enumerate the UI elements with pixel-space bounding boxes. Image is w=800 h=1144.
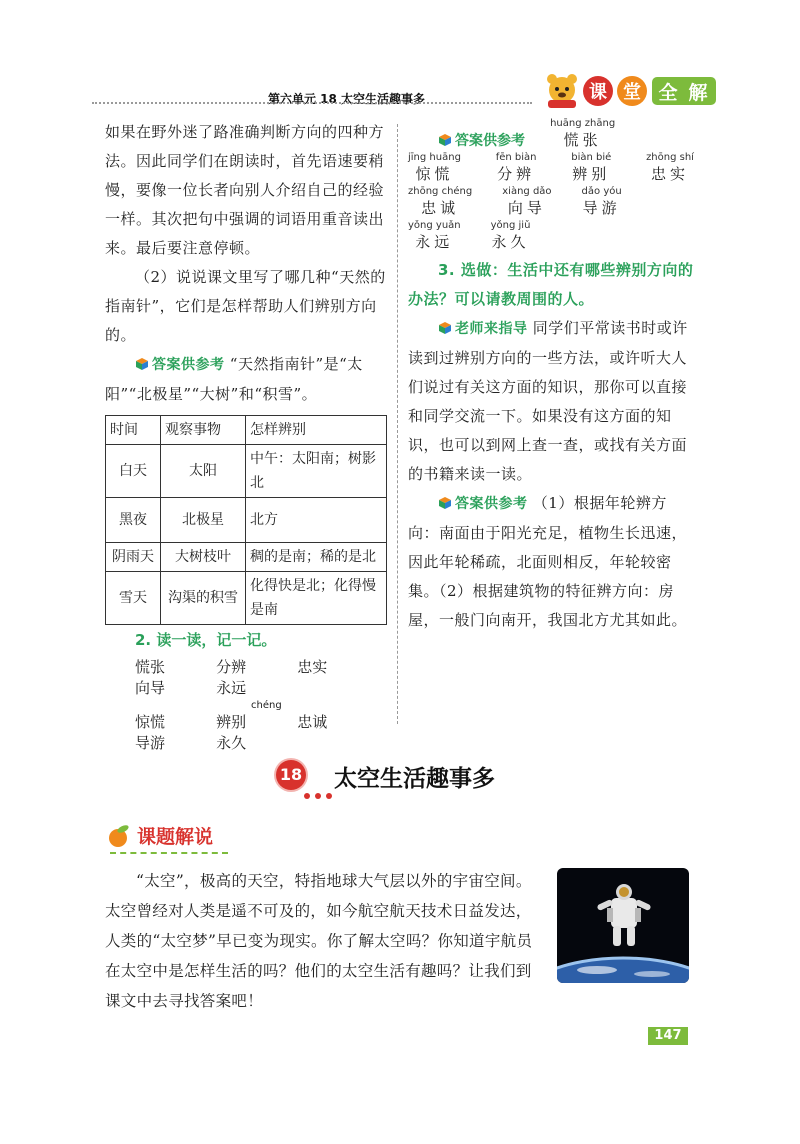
vocab-hanzi: 辨别 <box>572 165 611 183</box>
vocab-pinyin: zhōng shí <box>646 152 694 163</box>
vocab-hanzi: 导游 <box>582 199 621 217</box>
word: 分辨 <box>216 658 247 676</box>
right-column <box>408 118 694 635</box>
lesson-number-badge: 18 <box>276 760 306 790</box>
vocab-pinyin: yǒng jiǔ <box>490 220 531 231</box>
word: 永远 <box>216 679 247 697</box>
brand-char-3: 全 <box>658 82 678 104</box>
answer-label: 答案供参考 <box>455 496 528 512</box>
cube-icon <box>135 357 149 371</box>
pinyin-cheng: chéng <box>251 700 282 711</box>
table-cell: 黑夜 <box>106 498 161 543</box>
vocab-hanzi: 分辨 <box>497 165 536 183</box>
table-cell: 中午：太阳南；树影北 <box>246 445 387 498</box>
vocab-pinyin: jīng huāng <box>408 152 461 163</box>
optional-question <box>408 256 694 314</box>
column-divider <box>397 124 398 724</box>
vocab-hanzi: 永久 <box>491 233 530 251</box>
lesson-title: 太空生活趣事多 <box>334 765 495 792</box>
word: 辨别 <box>216 713 247 731</box>
astronaut-photo <box>557 868 689 983</box>
reading-exercise <box>105 629 390 753</box>
vocab-hanzi: 永远 <box>415 233 454 251</box>
vocab-item <box>408 220 461 252</box>
question-2: （2）说说课文里写了哪几种“天然的指南针”，它们是怎样帮助人们辨别方向的。 <box>105 268 386 344</box>
optional-question-text: 3. 选做：生活中还有哪些辨别方向的办法？可以请教周围的人。 <box>408 261 694 308</box>
brand-char-4: 解 <box>688 82 708 104</box>
vocab-pinyin: xiàng dǎo <box>502 186 552 197</box>
page-number: 147 <box>648 1027 688 1045</box>
vocab-item <box>408 186 472 218</box>
vocab-item <box>502 186 551 218</box>
exercise-heading: 2. 读一读，记一记。 <box>135 631 277 649</box>
section-paragraph: “太空”，极高的天空，特指地球大气层以外的宇宙空间。太空曾经对人类是遥不可及的，如今航空航天技术日益发达，人类的“太空梦”早已变为现实。你了解太空吗？你知道宇航员在太空中是怎样生活的吗？他们的太空生活有趣吗？让我们到课文中去寻找答案吧！ <box>105 872 533 1010</box>
running-header: 第六单元 18 太空生活趣事多 <box>268 92 426 106</box>
vocab-pinyin: huāng zhāng <box>550 118 616 129</box>
table-cell: 化得快是北；化得慢是南 <box>246 572 387 625</box>
table-header-row <box>106 416 387 445</box>
vocab-item <box>491 220 531 252</box>
vocab-hanzi: 向导 <box>507 199 546 217</box>
cube-icon <box>438 496 452 510</box>
paragraph-intro: 如果在野外迷了路准确判断方向的四种方法。因此同学们在朗读时，首先语速要稍慢，要像一位长者向别人介绍自己的经验一样。其次把句中强调的词语用重音读出来。最后要注意停顿。 <box>105 123 385 257</box>
words-row-1 <box>135 656 390 698</box>
brand-char-1: 课 <box>589 82 607 103</box>
word: 忠实 <box>297 658 328 676</box>
table-row <box>106 543 387 572</box>
teacher-label: 老师来指导 <box>455 321 528 337</box>
header-divider <box>92 102 532 104</box>
vocab-answer-line <box>408 118 694 150</box>
decorative-dots <box>304 784 337 803</box>
vocab-hanzi: 慌张 <box>563 131 602 149</box>
table-cell: 太阳 <box>161 445 246 498</box>
table-header: 时间 <box>106 416 161 445</box>
observation-table <box>105 415 387 625</box>
table-row <box>106 572 387 625</box>
answer-block-2 <box>408 489 694 635</box>
vocab-hanzi: 惊慌 <box>415 165 454 183</box>
section-title: 课题解说 <box>137 826 214 848</box>
answer-block <box>105 350 390 409</box>
vocab-pinyin: zhōng chéng <box>408 186 473 197</box>
table-cell: 阴雨天 <box>106 543 161 572</box>
fruit-icon <box>105 824 131 848</box>
table-cell: 沟渠的积雪 <box>161 572 246 625</box>
vocab-item <box>496 152 537 184</box>
vocab-pinyin: biàn bié <box>571 152 612 163</box>
vocab-row <box>408 152 694 184</box>
words-row-2 <box>135 711 390 753</box>
section-body <box>105 866 545 1016</box>
vocab-item <box>550 118 615 150</box>
vocab-hanzi: 忠实 <box>651 165 690 183</box>
cube-icon <box>438 133 452 147</box>
table-cell: 雪天 <box>106 572 161 625</box>
vocab-item <box>571 152 611 184</box>
table-header: 观察事物 <box>161 416 246 445</box>
vocab-pinyin: yǒng yuǎn <box>408 220 461 231</box>
answer-label: 答案供参考 <box>455 133 525 149</box>
table-row <box>106 498 387 543</box>
section-underline <box>110 852 228 854</box>
vocab-item <box>582 186 622 218</box>
brand-char-2: 堂 <box>623 82 641 103</box>
vocab-pinyin: dǎo yóu <box>581 186 622 197</box>
answer-label: 答案供参考 <box>152 357 225 373</box>
teacher-guide <box>408 314 694 489</box>
section-heading <box>105 822 213 849</box>
answer-text: “天然指南针”是“太阳”“北极星”“大树”和“积雪”。 <box>105 355 363 403</box>
vocab-row <box>408 220 694 252</box>
word: 向导 <box>135 679 166 697</box>
table-cell: 北方 <box>246 498 387 543</box>
table-cell: 白天 <box>106 445 161 498</box>
word: 忠诚 <box>297 713 328 731</box>
cube-icon <box>438 321 452 335</box>
word: 惊慌 <box>135 713 166 731</box>
table-cell: 稠的是南；稀的是北 <box>246 543 387 572</box>
teacher-text: 同学们平常读书时或许读到过辨别方向的一些方法，或许听大人们说过有关这方面的知识，那你可以直接和同学交流一下。如果没有这方面的知识，也可以到网上查一查，或找有关方面的书籍来读一读。 <box>408 319 688 483</box>
vocab-item <box>408 152 461 184</box>
table-cell: 北极星 <box>161 498 246 543</box>
vocab-hanzi: 忠诚 <box>421 199 460 217</box>
brand-logo <box>540 70 720 110</box>
table-row <box>106 445 387 498</box>
word: 永久 <box>216 734 247 752</box>
table-header: 怎样辨别 <box>246 416 387 445</box>
answer-text: （1）根据年轮辨方向：南面由于阳光充足，植物生长迅速，因此年轮稀疏，北面则相反，年轮较密集。（2）根据建筑物的特征辨方向：房屋，一般门向南开，我国北方尤其如此。 <box>408 494 688 629</box>
left-column <box>105 118 390 753</box>
vocab-row <box>408 186 694 218</box>
vocab-pinyin: fēn biàn <box>495 152 537 163</box>
word: 慌张 <box>135 658 166 676</box>
table-cell: 大树枝叶 <box>161 543 246 572</box>
word: 导游 <box>135 734 166 752</box>
vocab-item <box>646 152 694 184</box>
